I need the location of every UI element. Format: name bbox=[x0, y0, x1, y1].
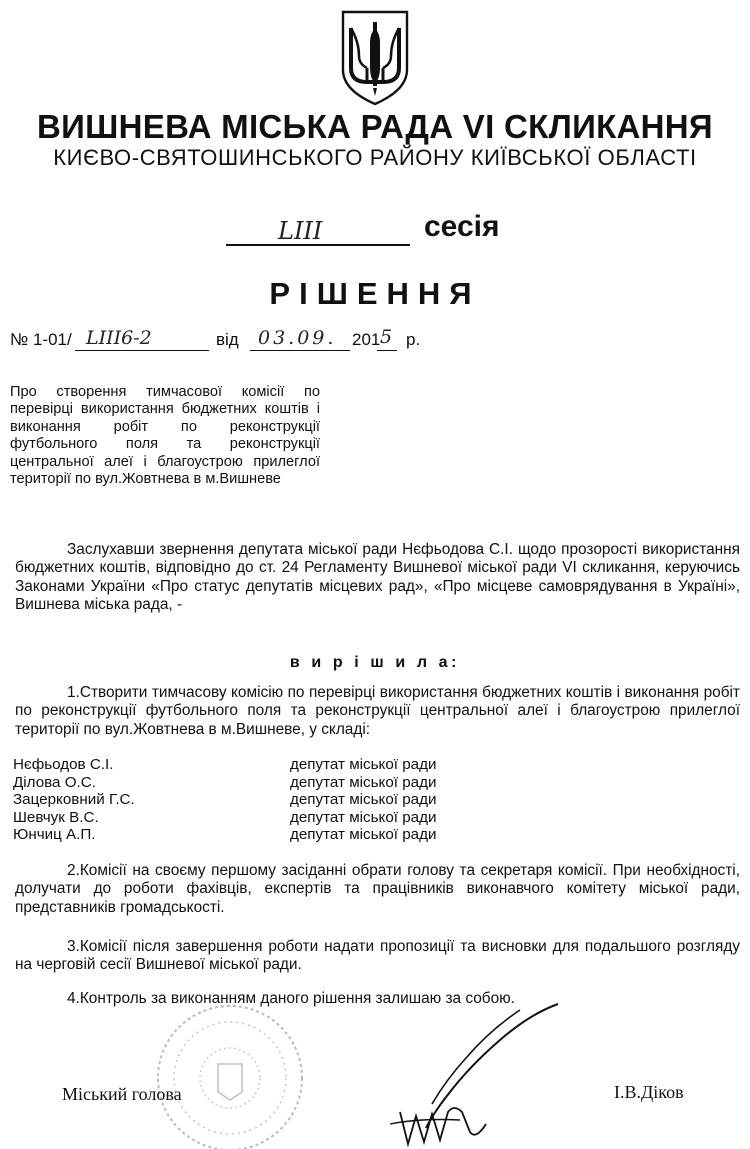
signatory-name: І.В.Діков bbox=[614, 1082, 684, 1102]
year-prefix: 201 bbox=[352, 330, 381, 349]
list-item bbox=[13, 791, 513, 809]
member-name: Юнчиц А.П. bbox=[13, 826, 96, 844]
commission-members-list bbox=[13, 756, 513, 844]
preamble-paragraph: Заслухавши звернення депутата міської ради Нєфьодова С.І. щодо прозорості використання бюджетних коштів, відповідно до ст. 24 Регламенту Вишневої міської ради VI скликання, керуючись Законами України «Про статус депутатів місцевих рад», «Про місцеве самоврядування в Україні», Вишнева міська рада, - bbox=[15, 541, 740, 614]
date-label: від bbox=[216, 330, 239, 349]
official-seal-icon bbox=[152, 1000, 308, 1149]
council-name: ВИШНЕВА МІСЬКА РАДА VI СКЛИКАННЯ bbox=[37, 108, 713, 145]
member-role: депутат міської ради bbox=[290, 773, 437, 791]
member-role: депутат міської ради bbox=[290, 826, 437, 844]
signature-icon bbox=[330, 1000, 560, 1148]
session-number: LIII bbox=[278, 217, 323, 245]
year-underline bbox=[377, 350, 397, 351]
signatory-position: Міський голова bbox=[62, 1084, 182, 1104]
member-role: депутат міської ради bbox=[290, 756, 437, 773]
point-2-paragraph: 2.Комісії на своєму першому засіданні обрати голову та секретаря комісії. При необхідності, долучати до роботи фахівців, експертів та працівників виконавчого комітету міської ради, представників громадськості. bbox=[15, 862, 740, 916]
member-role: депутат міської ради bbox=[290, 808, 437, 826]
point-4-paragraph: 4.Контроль за виконанням даного рішення залишаю за собою. bbox=[67, 990, 515, 1007]
session-label: сесія bbox=[424, 210, 500, 243]
trident-emblem-icon bbox=[337, 8, 413, 106]
list-item bbox=[13, 756, 513, 774]
member-role: депутат міської ради bbox=[290, 791, 437, 809]
decision-number-date bbox=[10, 326, 610, 356]
member-name: Шевчук В.С. bbox=[13, 808, 99, 826]
resolved-heading: в и р і ш и л а: bbox=[289, 654, 461, 671]
year-digit: 5 bbox=[380, 326, 393, 348]
decision-number: LIII6-2 bbox=[86, 327, 152, 349]
member-name: Зацерковний Г.С. bbox=[13, 791, 135, 809]
member-name: Ділова О.С. bbox=[13, 773, 96, 791]
decision-number-underline bbox=[75, 350, 209, 351]
decision-date: 03.09. bbox=[258, 327, 337, 349]
point-3-paragraph: 3.Комісії після завершення роботи надати пропозиції та висновки для подальшого розгляду на черговій сесії Вишневої міської ради. bbox=[15, 938, 740, 974]
decision-number-prefix: № 1-01/ bbox=[10, 330, 72, 349]
decision-subject: Про створення тимчасової комісії по перевірці використання бюджетних коштів і виконання робіт по реконструкції футбольного поля та реконструкції центральної алеї і благоустрою прилеглої території по вул.Жовтнева в м.Вишневе bbox=[10, 384, 320, 488]
decision-date-underline bbox=[250, 350, 350, 351]
member-name: Нєфьодов С.І. bbox=[13, 756, 114, 773]
point-1-paragraph: 1.Створити тимчасову комісію по перевірці використання бюджетних коштів і виконання робіт по реконструкції футбольного поля та реконструкції центральної алеї і благоустрою прилеглої території по вул.Жовтнева в м.Вишневе, у складі: bbox=[15, 684, 740, 738]
list-item bbox=[13, 826, 513, 844]
year-suffix: р. bbox=[406, 330, 421, 349]
list-item bbox=[13, 774, 513, 792]
decision-title: РІШЕННЯ bbox=[269, 276, 481, 311]
list-item bbox=[13, 809, 513, 827]
council-region: КИЄВО-СВЯТОШИНСЬКОГО РАЙОНУ КИЇВСЬКОЇ ОБЛАСТІ bbox=[53, 145, 697, 170]
